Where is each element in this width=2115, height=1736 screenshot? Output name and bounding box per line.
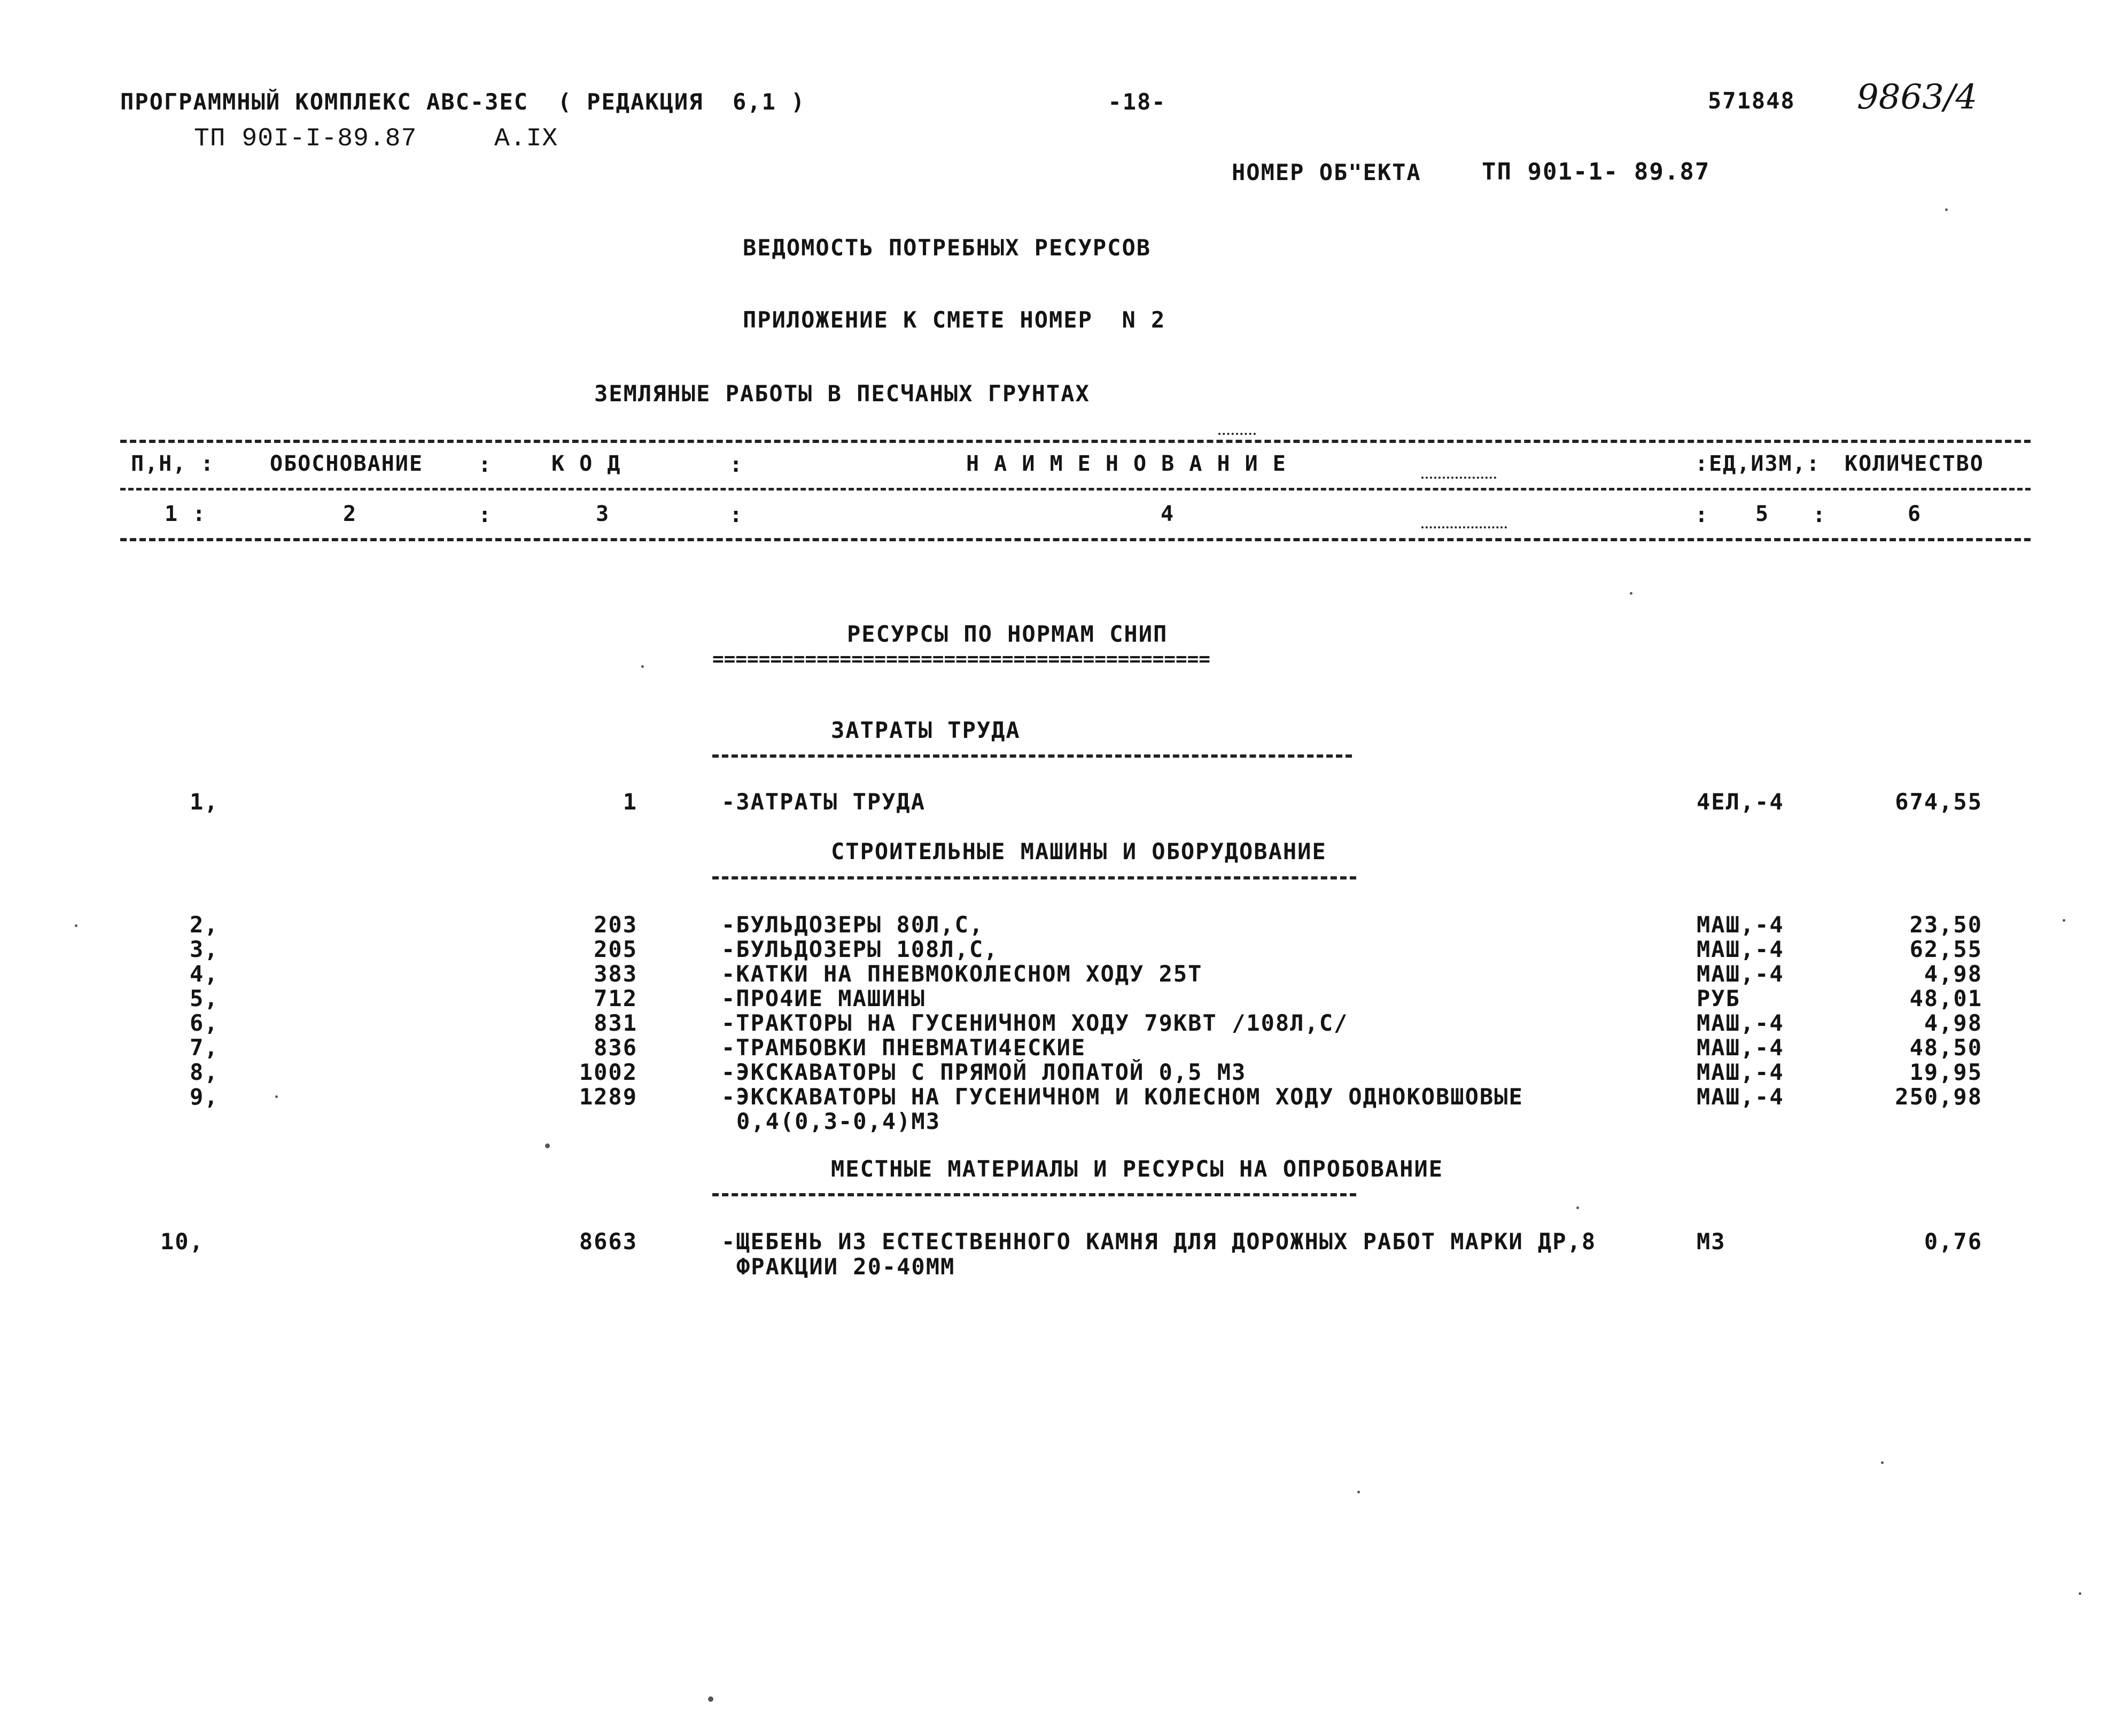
section-machines-title: СТРОИТЕЛЬНЫЕ МАШИНЫ И ОБОРУДОВАНИЕ (831, 838, 1327, 865)
row-name-continuation: 0,4(0,3-0,4)М3 (736, 1108, 941, 1134)
row-quantity: 23,50 (1909, 912, 1982, 938)
row-pn: 9, (190, 1084, 219, 1110)
row-quantity: 0,76 (1924, 1228, 1982, 1255)
col-number-4: 4 (1161, 502, 1175, 526)
scan-artifact (545, 1143, 550, 1148)
scan-artifact (275, 1095, 278, 1098)
object-label: НОМЕР ОБ"ЕКТА (1232, 159, 1421, 185)
row-pn: 2, (190, 912, 219, 938)
row-code: 203 (594, 912, 637, 938)
row-name: -ТРАМБОВКИ ПНЕВМАТИ4ЕСКИЕ (721, 1034, 1086, 1061)
row-pn: 8, (190, 1059, 219, 1085)
row-name: -ПРО4ИЕ МАШИНЫ (721, 985, 926, 1011)
scan-artifact (1945, 208, 1948, 211)
row-unit: МАШ,-4 (1697, 1010, 1784, 1036)
col-number-5: 5 (1755, 502, 1770, 526)
col-separator: : (729, 503, 744, 527)
row-name: -ТРАКТОРЫ НА ГУСЕНИЧНОМ ХОДУ 79КВТ /108Л,С/ (721, 1010, 1349, 1036)
row-quantity: 4,98 (1924, 1010, 1982, 1036)
scan-artifact (1881, 1461, 1884, 1464)
project-code: ТП 90I-I-89.87 (194, 124, 417, 153)
row-quantity: 62,55 (1909, 936, 1982, 962)
row-name: -БУЛЬДОЗЕРЫ 80Л,С, (721, 912, 984, 938)
row-name-continuation: ФРАКЦИИ 20-40ММ (736, 1254, 955, 1280)
object-value: ТП 901-1- 89.87 (1482, 158, 1710, 185)
scan-artifact (1630, 592, 1632, 595)
row-quantity: 19,95 (1909, 1059, 1982, 1085)
col-header-basis: ОБОСНОВАНИЕ (270, 451, 423, 476)
col-separator: : (478, 503, 493, 527)
scan-artifact (2079, 1592, 2081, 1595)
col-number-3: 3 (596, 502, 610, 526)
row-pn: 3, (190, 936, 219, 962)
appendix-title: ПРИЛОЖЕНИЕ К СМЕТЕ НОМЕР N 2 (743, 307, 1166, 333)
row-code: 836 (594, 1034, 637, 1061)
row-name: -КАТКИ НА ПНЕВМОКОЛЕСНОМ ХОДУ 25Т (721, 961, 1203, 987)
row-pn: 4, (190, 961, 219, 987)
col-header-code: К О Д (551, 451, 621, 476)
row-unit: 4ЕЛ,-4 (1697, 789, 1784, 815)
row-code: 1002 (579, 1059, 637, 1085)
program-title: ПРОГРАММНЫЙ КОМПЛЕКС АВС-ЗЕС ( РЕДАКЦИЯ 6,1 ) (120, 89, 806, 115)
row-pn: 6, (190, 1010, 219, 1036)
row-code: 712 (594, 985, 637, 1011)
row-quantity: 250,98 (1895, 1084, 1982, 1110)
col-header-unit: :ЕД,ИЗМ,: (1695, 451, 1821, 476)
row-quantity: 48,01 (1909, 985, 1982, 1011)
section-resources-title: РЕСУРСЫ ПО НОРМАМ СНИП (847, 621, 1168, 647)
col-separator: : (729, 453, 744, 477)
col-header-pn: П,Н, : (131, 451, 215, 476)
col-header-quantity: КОЛИЧЕСТВО (1845, 451, 1984, 476)
table-top-rule (120, 440, 2031, 443)
work-title: ЗЕМЛЯНЫЕ РАБОТЫ В ПЕСЧАНЫХ ГРУНТАХ (594, 380, 1090, 407)
scan-artifact (75, 924, 77, 927)
page-number: -18- (1108, 89, 1167, 115)
row-unit: РУБ (1697, 985, 1740, 1011)
scan-artifact (1218, 433, 1256, 435)
row-unit: МАШ,-4 (1697, 961, 1784, 987)
scan-artifact (1421, 477, 1496, 479)
row-code: 383 (594, 961, 637, 987)
scan-artifact (708, 1696, 713, 1702)
col-separator: : (478, 453, 493, 477)
section-machines-underline (712, 876, 1356, 879)
row-name: -ЭКСКАВАТОРЫ НА ГУСЕНИЧНОМ И КОЛЕСНОМ ХОДУ ОДНОКОВШОВЫЕ (721, 1084, 1523, 1110)
row-name: -ЗАТРАТЫ ТРУДА (721, 789, 926, 815)
document-number: 571848 (1708, 88, 1795, 114)
section-labor-underline (712, 754, 1352, 758)
handwritten-number: 9863/4 (1857, 77, 1978, 117)
scan-artifact (1357, 1491, 1360, 1493)
section-materials-underline (712, 1193, 1356, 1196)
table-bottom-rule (120, 538, 2031, 541)
section-resources-underline: =========================================== (712, 648, 1210, 670)
row-code: 1 (623, 789, 637, 815)
scan-artifact (1421, 526, 1507, 528)
row-quantity: 48,50 (1909, 1034, 1982, 1061)
row-unit: МАШ,-4 (1697, 936, 1784, 962)
col-header-name: Н А И М Е Н О В А Н И Е (966, 451, 1287, 476)
row-quantity: 674,55 (1895, 789, 1982, 815)
album-number: А.IX (494, 124, 558, 153)
scan-artifact (2063, 919, 2065, 922)
row-unit: МАШ,-4 (1697, 1084, 1784, 1110)
row-code: 1289 (579, 1084, 637, 1110)
row-code: 8663 (579, 1228, 637, 1255)
scan-artifact (641, 665, 644, 668)
document-title: ВЕДОМОСТЬ ПОТРЕБНЫХ РЕСУРСОВ (743, 235, 1152, 261)
scan-artifact (1576, 1206, 1579, 1209)
row-code: 831 (594, 1010, 637, 1036)
col-number-6: 6 (1908, 502, 1922, 526)
table-mid-rule (120, 488, 2031, 491)
row-pn: 10, (160, 1228, 204, 1255)
section-labor-title: ЗАТРАТЫ ТРУДА (831, 717, 1021, 743)
row-unit: МАШ,-4 (1697, 912, 1784, 938)
row-code: 205 (594, 936, 637, 962)
row-pn: 5, (190, 985, 219, 1011)
col-number-2: 2 (343, 502, 357, 526)
row-unit: М3 (1697, 1228, 1726, 1255)
col-number-1: 1 : (165, 502, 207, 526)
section-materials-title: МЕСТНЫЕ МАТЕРИАЛЫ И РЕСУРСЫ НА ОПРОБОВАНИЕ (831, 1156, 1444, 1182)
row-unit: МАШ,-4 (1697, 1059, 1784, 1085)
row-name: -БУЛЬДОЗЕРЫ 108Л,С, (721, 936, 999, 962)
row-pn: 7, (190, 1034, 219, 1061)
row-unit: МАШ,-4 (1697, 1034, 1784, 1061)
col-separator: : (1813, 503, 1827, 527)
col-separator: : (1695, 503, 1709, 527)
row-name: -ЩЕБЕНЬ ИЗ ЕСТЕСТВЕННОГО КАМНЯ ДЛЯ ДОРОЖНЫХ РАБОТ МАРКИ ДР,8 (721, 1228, 1597, 1255)
row-pn: 1, (190, 789, 219, 815)
row-quantity: 4,98 (1924, 961, 1982, 987)
row-name: -ЭКСКАВАТОРЫ С ПРЯМОЙ ЛОПАТОЙ 0,5 М3 (721, 1059, 1247, 1085)
